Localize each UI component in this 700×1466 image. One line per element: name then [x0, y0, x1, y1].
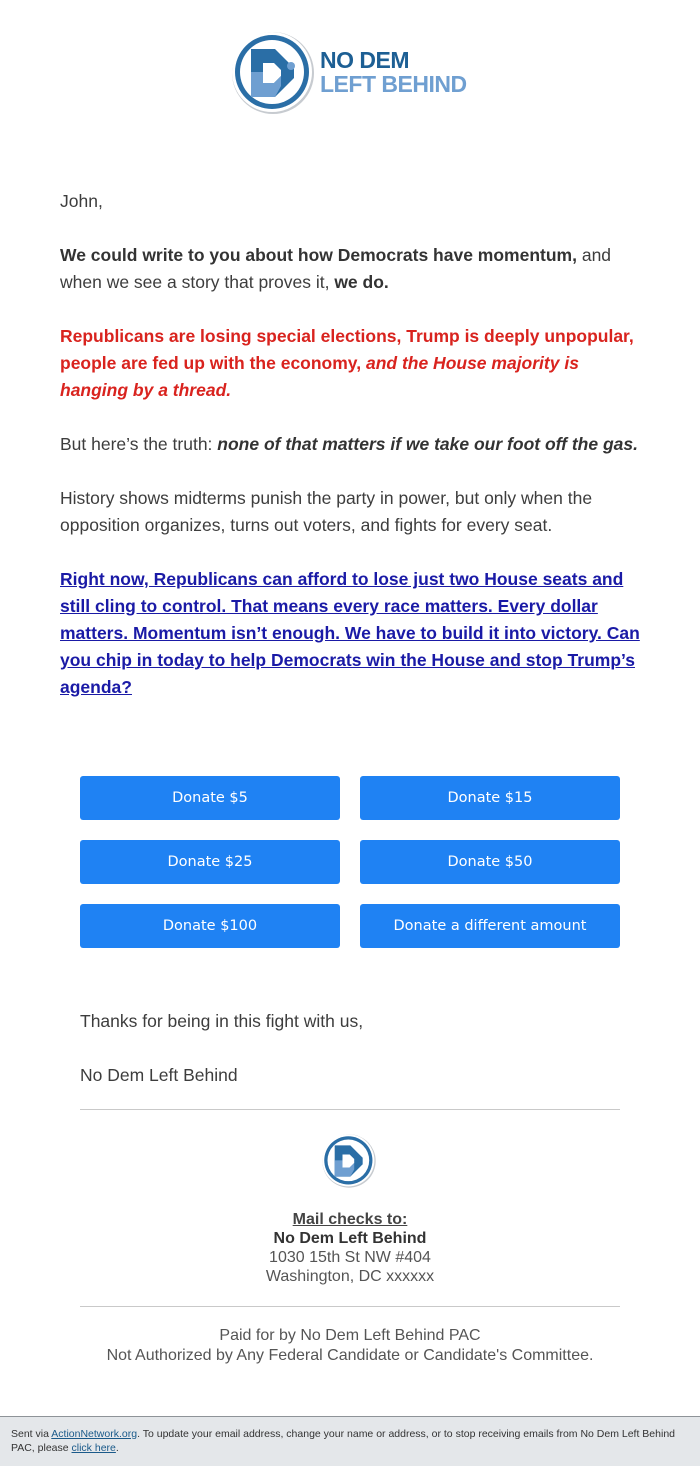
- brand-wordmark: [320, 48, 467, 96]
- momentum-bold: We could write to you about how Democrats have momentum,: [60, 245, 577, 265]
- foot-off-gas-bold-italic: none of that matters if we take our foot off the gas.: [217, 434, 638, 454]
- email-body: [60, 188, 645, 728]
- donate-100-button[interactable]: Donate $100: [80, 904, 340, 948]
- paragraph-republicans-losing: [60, 323, 645, 404]
- paid-for-text: Paid for by No Dem Left Behind PAC: [219, 1327, 481, 1344]
- greeting: John,: [60, 191, 103, 211]
- sent-via-text: Sent via: [11, 1428, 52, 1440]
- update-email-text: . To update your email address, change your name or address, or to stop receiving emails from No Dem Left Behind PAC, please: [11, 1428, 675, 1454]
- donate-other-amount-button[interactable]: Donate a different amount: [360, 904, 620, 948]
- thanks-text: Thanks for being in this fight with us,: [80, 1011, 364, 1031]
- action-network-link[interactable]: ActionNetwork.org: [51, 1428, 138, 1440]
- end-period: .: [115, 1442, 119, 1454]
- divider-top: [80, 1109, 620, 1110]
- donate-5-button[interactable]: Donate $5: [80, 776, 340, 820]
- paragraph-history: History shows midterms punish the party in power, but only when the opposition organizes, turns out voters, and fights for every seat.: [60, 488, 593, 535]
- republicans-text: Republicans are losing special elections, Trump is deeply unpopular, people are fed up with the economy,: [60, 326, 634, 373]
- unsubscribe-text: [11, 1427, 686, 1455]
- mail-org-name: No Dem Left Behind: [273, 1230, 427, 1247]
- donate-50-button[interactable]: Donate $50: [360, 840, 620, 884]
- unsubscribe-bar: [0, 1416, 700, 1466]
- address-line-2: Washington, DC xxxxxx: [265, 1268, 435, 1285]
- donate-15-button[interactable]: Donate $15: [360, 776, 620, 820]
- paragraph-cta: [60, 566, 645, 701]
- donate-button-grid: [80, 776, 620, 948]
- d-footer-logo-icon: [321, 1133, 377, 1189]
- paragraph-momentum: [60, 242, 645, 296]
- signoff: [80, 1008, 620, 1116]
- brand-line-1: NO DEM: [320, 47, 409, 73]
- click-here-link[interactable]: click here: [71, 1442, 116, 1454]
- paid-for-disclaimer: [0, 1326, 700, 1366]
- not-authorized-text: Not Authorized by Any Federal Candidate or Candidate's Committee.: [106, 1347, 594, 1364]
- mailing-address: [80, 1210, 620, 1286]
- divider-bottom: [80, 1306, 620, 1307]
- we-do-bold: we do.: [334, 272, 389, 292]
- header-logo[interactable]: [230, 30, 480, 120]
- signature: No Dem Left Behind: [80, 1065, 238, 1085]
- cta-link[interactable]: Right now, Republicans can afford to lose just two House seats and still cling to control. That means every race matters. Every dollar matters. Momentum isn’t enough. We have to build it into victory. Can you chip in today to help Democrats win the House and stop Trump’s agenda?: [60, 569, 640, 697]
- d-shield-logo-icon: [230, 30, 316, 116]
- address-line-1: 1030 15th St NW #404: [269, 1249, 431, 1266]
- brand-line-2: LEFT BEHIND: [320, 71, 467, 97]
- donate-25-button[interactable]: Donate $25: [80, 840, 340, 884]
- house-majority-italic: and the House majority is hanging by a thread.: [60, 353, 579, 400]
- mail-checks-heading: Mail checks to:: [292, 1211, 408, 1228]
- momentum-text: and when we see a story that proves it,: [60, 245, 612, 292]
- truth-text: But here’s the truth:: [60, 434, 218, 454]
- paragraph-truth: [60, 431, 645, 458]
